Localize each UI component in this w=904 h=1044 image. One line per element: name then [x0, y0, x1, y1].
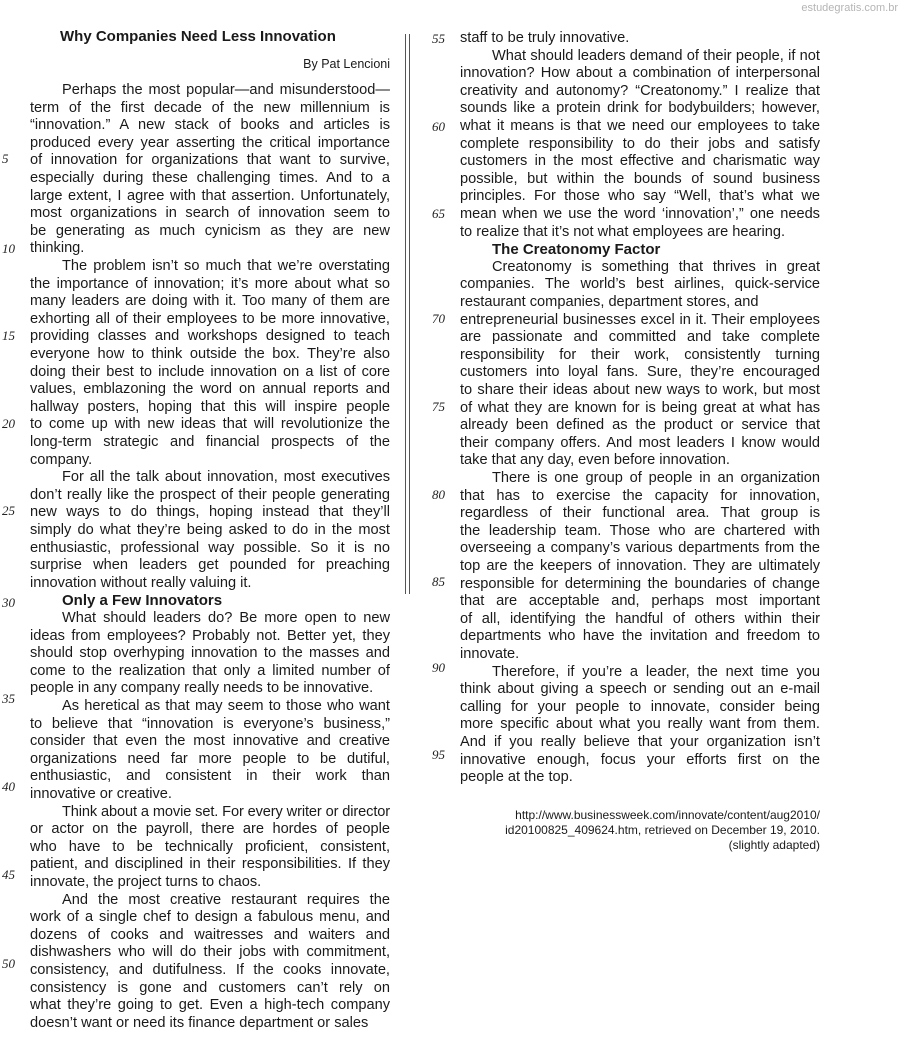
text-line: exhorting all of their employees to be more innovative, — [30, 310, 390, 327]
text-line: top are the keepers of innovation. They are ultimately — [460, 558, 821, 574]
text-line: to believe that “innovation is everyone’s business,” — [30, 715, 390, 732]
line-number: 65 — [432, 206, 445, 221]
site-watermark: estudegratis.com.br — [801, 2, 898, 14]
text-line: surprise when leaders get pounded for preaching — [30, 557, 390, 574]
text-line: people at the top. — [460, 769, 573, 786]
source-line: id20100825_409624.htm, retrieved on December 19, 2010. — [505, 823, 820, 837]
source-line: (slightly adapted) — [728, 838, 820, 852]
text-line: work of a single chef to design a fabulous menu, and — [30, 909, 391, 926]
line-number: 95 — [432, 747, 445, 762]
text-line: everyone how to think outside the box. They’re also — [30, 346, 391, 362]
text-line: of all, identifying the handful of others within their — [460, 610, 820, 627]
text-line: think about giving a speech or sending out an e-mail — [460, 681, 820, 698]
text-line: departments who have the invitation and freedom to — [460, 628, 821, 645]
text-line: enthusiastic, professional way possible. So it is no — [30, 539, 390, 556]
line-number: 75 — [432, 399, 445, 414]
text-line: innovation without really valuing it. — [30, 574, 252, 591]
text-line: restaurant companies, department stores, and — [460, 294, 759, 310]
text-line: be generating as much cynicism as they are new — [30, 222, 390, 239]
line-number: 60 — [432, 119, 445, 134]
text-line: providing classes and workshops designed to teach — [30, 328, 391, 345]
text-line: more specific about what you really want from them. — [460, 716, 820, 733]
text-line: people in any company really needs to be innovative. — [30, 680, 374, 697]
text-line: come to the realization that only a limited number of — [30, 662, 390, 679]
text-line: What should leaders demand of their people, if not — [492, 47, 820, 64]
text-line: most organizations in search of innovation seem to — [30, 205, 390, 222]
text-line: The problem isn’t so much that we’re overstating — [62, 258, 390, 274]
line-number: 50 — [2, 956, 15, 971]
column-divider — [409, 34, 410, 594]
text-line: Perhaps the most popular—and misunderstood— — [62, 82, 390, 98]
text-line: values, emblazoning the word on annual reports and — [30, 381, 390, 398]
text-line: simply do what they’re being asked to do in the most — [30, 522, 390, 538]
text-line: complete responsibility to do their jobs and satisfy — [460, 135, 821, 152]
text-line: innovative enough, focus your efforts first on the — [460, 751, 820, 768]
text-line: innovative or creative. — [30, 786, 172, 802]
text-line: company. — [30, 451, 93, 468]
text-line: many leaders are doing with it. Too many of them are — [30, 293, 390, 310]
line-number: 15 — [2, 328, 15, 343]
text-line: of innovation for organizations that want to survive, — [30, 152, 390, 169]
text-line: responsibility for their work, consistently turning — [460, 346, 820, 363]
text-line: innovate. — [460, 646, 520, 662]
text-line: consistency is gone and customers can’t rely on — [30, 979, 390, 996]
text-line: Think about a movie set. For every writer or director — [62, 803, 391, 820]
text-line: For all the talk about innovation, most executives — [62, 469, 391, 486]
text-line: that are acceptable and, perhaps most important — [460, 593, 820, 610]
text-line: doesn’t want or need its finance department or sales — [30, 1014, 369, 1031]
text-line: innovate, the project turns to chaos. — [30, 874, 262, 890]
text-line: that has to exercise the capacity for innovation, — [460, 487, 820, 504]
text-line: to come up with new ideas that will revolutionize the — [30, 416, 390, 433]
line-number: 45 — [2, 867, 15, 882]
text-line: what they’re going to get. Even a high-tech company — [30, 997, 390, 1014]
text-line: responsible for determining the boundaries of change — [460, 575, 820, 592]
text-line: don’t really like the prospect of their people generating — [30, 486, 390, 503]
text-line: sounds like a protein drink for bodybuilders; however, — [460, 100, 820, 117]
line-number: 40 — [2, 779, 15, 794]
text-line: entrepreneurial businesses excel in it. Their employees — [460, 311, 820, 328]
line-number: 20 — [2, 416, 15, 431]
line-number: 35 — [2, 691, 15, 706]
text-line: mean when we use the word ‘innovation’,” one needs — [460, 206, 820, 222]
text-line: What should leaders do? Be more open to new — [62, 610, 390, 626]
line-number: 85 — [432, 574, 445, 589]
text-line: large extent, I agree with that assertion. Unfortunately, — [30, 187, 390, 204]
text-line: produced every year asserting the critical importance — [30, 134, 391, 151]
text-line: term of the first decade of the new millennium is — [30, 99, 390, 116]
text-line: the leadership team. Those who are chartered with — [460, 522, 820, 539]
text-line: innovation? How about a combination of interpersonal — [460, 65, 820, 82]
text-line: what it means is that we need our employees to take — [460, 118, 820, 134]
text-line: thinking. — [30, 240, 85, 257]
article-byline: By Pat Lencioni — [303, 57, 390, 71]
text-line: dozens of cooks and waitresses and waiters and — [30, 926, 391, 943]
line-number: 55 — [432, 31, 445, 46]
line-number: 10 — [2, 241, 15, 256]
section-heading: The Creatonomy Factor — [492, 241, 661, 259]
text-line: consider that even the most innovative and creative — [30, 733, 390, 750]
text-line: calling for your people to innovate, consider being — [460, 698, 820, 715]
text-line: to realize that it’s not what employees are hearing. — [460, 223, 786, 240]
text-line: There is one group of people in an organization — [492, 470, 821, 486]
section-heading: Only a Few Innovators — [62, 592, 223, 610]
text-line: of what they are known for is being great at what has — [460, 399, 821, 416]
text-line: doing their best to include innovation on a list of core — [30, 363, 391, 380]
column-divider — [405, 34, 406, 594]
text-line: customers into loyal fans. Sure, they’re encouraged — [460, 364, 821, 381]
article-title: Why Companies Need Less Innovation — [60, 28, 336, 45]
text-line: or actor on the payroll, there are hordes of people — [30, 821, 390, 838]
text-line: to share their ideas about new ways to work, but most — [460, 382, 820, 398]
line-number: 25 — [2, 503, 15, 518]
text-line: who have to be technically proficient, consistent, — [30, 838, 391, 855]
text-line: “innovation.” A new stack of books and articles is — [30, 117, 391, 134]
text-line: possible, but within the bounds of sound business — [460, 170, 820, 187]
source-line: http://www.businessweek.com/innovate/content/aug2010/ — [515, 808, 820, 822]
text-line: take that any day, even before innovation. — [460, 452, 730, 469]
text-line: As heretical as that may seem to those who want — [62, 698, 390, 714]
text-line: hallway posters, hoping that this will inspire people — [30, 398, 391, 415]
text-line: ideas from employees? Probably not. Better yet, they — [30, 627, 391, 644]
text-line: principles. For those who say “Well, that’s what we — [460, 188, 821, 205]
text-line: long-term strategic and financial prospects of the — [30, 434, 390, 450]
text-line: creativity and autonomy? “Creatonomy.” I realize that — [460, 82, 820, 99]
line-number: 90 — [432, 660, 445, 675]
text-line: Therefore, if you’re a leader, the next time you — [492, 663, 821, 680]
text-line: are passionate and committed and take complete — [460, 329, 820, 346]
text-line: the importance of innovation; it’s more about what so — [30, 275, 390, 292]
line-number: 80 — [432, 487, 445, 502]
text-line: And if you really believe that your organization isn’t — [460, 734, 820, 750]
text-line: regardless of their functional area. That group is — [460, 505, 821, 522]
text-line: Creatonomy is something that thrives in great — [492, 258, 821, 275]
line-number: 30 — [2, 595, 15, 610]
text-line: staff to be truly innovative. — [460, 30, 630, 46]
text-line: patient, and disciplined in their responsibilities. If they — [30, 856, 390, 873]
text-line: new ways to do things, hoping instead that they’ll — [30, 504, 390, 521]
text-line: their company offers. And most leaders I know would — [460, 434, 820, 451]
text-line: already been defined as the product or service that — [460, 417, 821, 434]
text-line: companies. The world’s best airlines, quick-service — [460, 276, 821, 293]
text-line: organizations need far more people to be dutiful, — [30, 750, 390, 767]
text-line: And the most creative restaurant requires the — [62, 891, 390, 908]
text-line: enthusiastic, and consistent in their work than — [30, 768, 390, 785]
text-line: dishwashers who will do their jobs with commitment, — [30, 944, 391, 961]
source-citation — [505, 808, 820, 853]
line-number: 5 — [2, 151, 9, 166]
text-line: especially during these challenging times. And to a — [30, 170, 390, 186]
text-line: should stop overhyping innovation to the masses and — [30, 645, 391, 662]
text-line: consistency, and dutifulness. If the cooks innovate, — [30, 962, 390, 978]
text-line: overseeing a company’s various departments from the — [460, 540, 820, 557]
line-number: 70 — [432, 311, 445, 326]
text-line: customers in the most effective and charismatic way — [460, 153, 820, 170]
